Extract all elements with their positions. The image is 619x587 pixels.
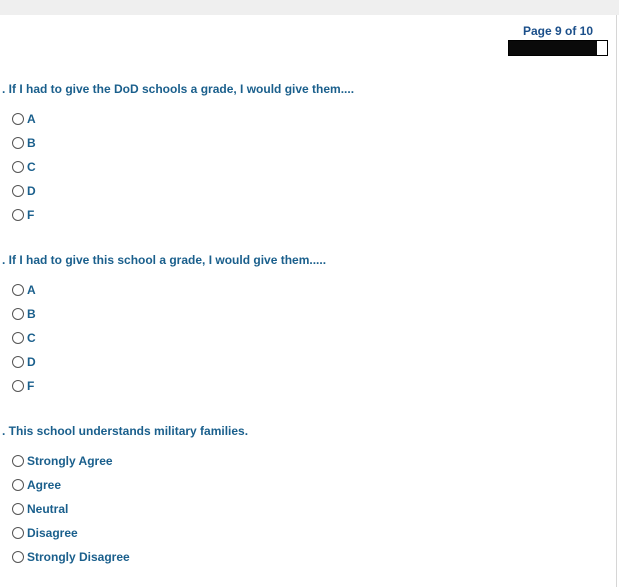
q1-option-d[interactable] [12, 179, 36, 203]
question-1 [0, 82, 600, 96]
question-3-text: . This school understands military families. [2, 424, 249, 438]
radio-button[interactable] [12, 284, 24, 296]
q2-option-c[interactable] [12, 326, 36, 350]
q3-option-agree[interactable] [12, 473, 130, 497]
option-label[interactable]: D [27, 184, 36, 198]
q1-option-c[interactable] [12, 155, 36, 179]
radio-button[interactable] [12, 332, 24, 344]
q3-option-strongly-disagree[interactable] [12, 545, 130, 569]
option-label[interactable]: Neutral [27, 502, 69, 516]
progress-bar-fill [509, 41, 597, 55]
q2-option-d[interactable] [12, 350, 36, 374]
q1-option-a[interactable] [12, 107, 36, 131]
radio-button[interactable] [12, 455, 24, 467]
q2-option-a[interactable] [12, 278, 36, 302]
option-label[interactable]: B [27, 136, 36, 150]
option-label[interactable]: Agree [27, 478, 62, 492]
question-2-options [12, 278, 36, 398]
radio-button[interactable] [12, 113, 24, 125]
option-label[interactable]: Strongly Agree [27, 454, 113, 468]
radio-button[interactable] [12, 308, 24, 320]
option-label[interactable]: D [27, 355, 36, 369]
radio-button[interactable] [12, 551, 24, 563]
radio-button[interactable] [12, 161, 24, 173]
option-label[interactable]: F [27, 208, 35, 222]
question-3-options [12, 449, 130, 569]
q2-option-b[interactable] [12, 302, 36, 326]
option-label[interactable]: Disagree [27, 526, 78, 540]
question-1-text: . If I had to give the DoD schools a grade, I would give them.... [2, 82, 355, 96]
radio-button[interactable] [12, 503, 24, 515]
progress-bar [508, 40, 608, 56]
question-2 [0, 253, 600, 267]
option-label[interactable]: C [27, 160, 36, 174]
radio-button[interactable] [12, 356, 24, 368]
q3-option-neutral[interactable] [12, 497, 130, 521]
q2-option-f[interactable] [12, 374, 36, 398]
question-2-text: . If I had to give this school a grade, I would give them..... [2, 253, 327, 267]
q1-option-b[interactable] [12, 131, 36, 155]
top-bar [0, 0, 619, 15]
question-1-options [12, 107, 36, 227]
radio-button[interactable] [12, 137, 24, 149]
q1-option-f[interactable] [12, 203, 36, 227]
radio-button[interactable] [12, 479, 24, 491]
option-label[interactable]: B [27, 307, 36, 321]
option-label[interactable]: A [27, 283, 36, 297]
radio-button[interactable] [12, 185, 24, 197]
q3-option-disagree[interactable] [12, 521, 130, 545]
q3-option-strongly-agree[interactable] [12, 449, 130, 473]
option-label[interactable]: A [27, 112, 36, 126]
radio-button[interactable] [12, 209, 24, 221]
radio-button[interactable] [12, 380, 24, 392]
option-label[interactable]: C [27, 331, 36, 345]
radio-button[interactable] [12, 527, 24, 539]
page-indicator: Page 9 of 10 [522, 24, 594, 38]
option-label[interactable]: Strongly Disagree [27, 550, 130, 564]
question-3 [0, 424, 600, 438]
frame-border [616, 15, 617, 587]
option-label[interactable]: F [27, 379, 35, 393]
